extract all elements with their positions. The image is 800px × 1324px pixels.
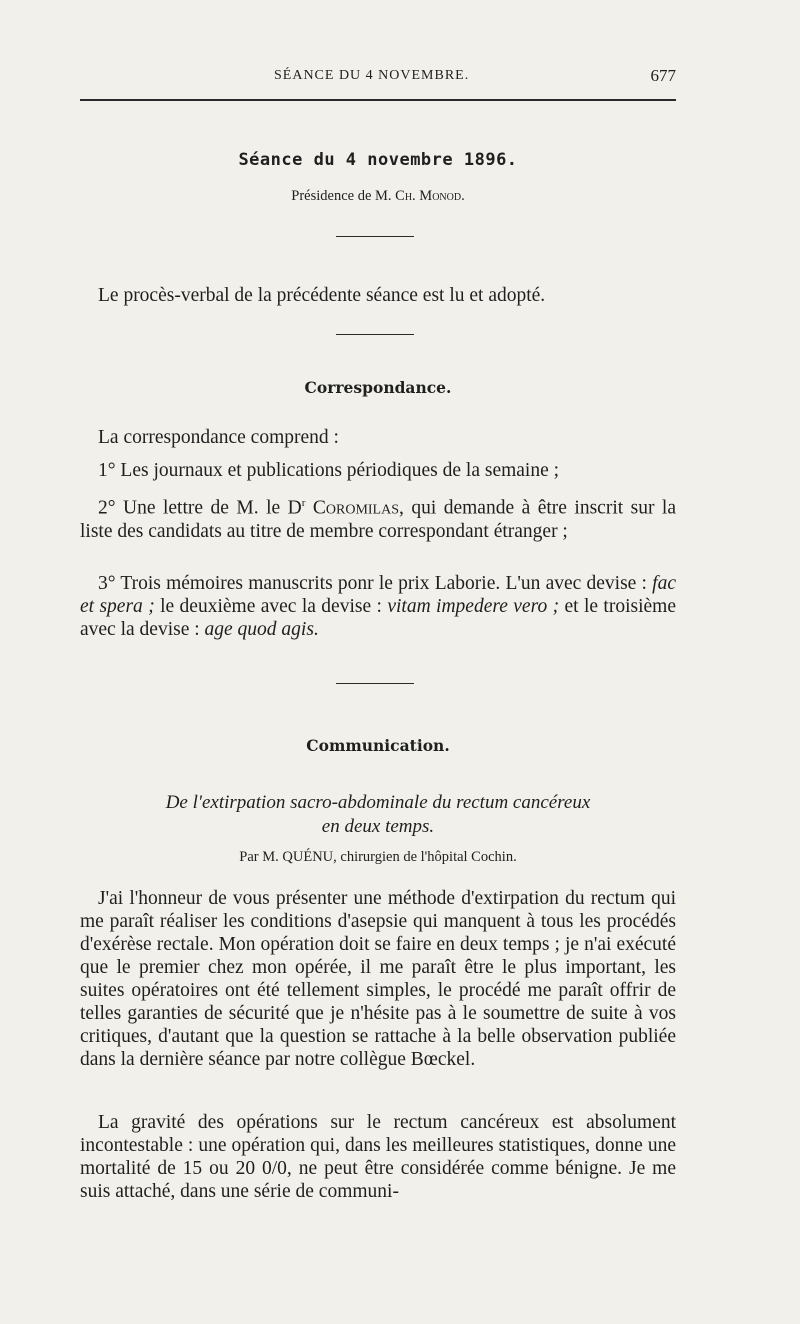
correspondance-intro: La correspondance comprend : [98, 427, 339, 448]
item2-superscript: r [301, 497, 306, 509]
communication-heading: Communication. [306, 736, 450, 755]
correspondance-heading: Correspondance. [304, 378, 452, 397]
item2-name: Coromilas [312, 497, 399, 519]
article-paragraph-2: La gravité des opérations sur le rectum cancéreux est absolument incontestable : une opération qui, dans les meilleures statistiques, donne une mortalité de 15 ou 20 0/0, ne peut être considérée comme bénigne. Je me suis attaché, dans une série de communi- [80, 1112, 676, 1202]
article-title-line-2: en deux temps. [321, 816, 435, 837]
item2-text-a: 2° Une lettre de M. le D [98, 497, 302, 519]
page-number: 677 [650, 66, 676, 85]
proces-verbal: Le procès-verbal de la précédente séance est lu et adopté. [98, 285, 546, 306]
item3-text-c: et le troisième avec la devise : [80, 596, 676, 640]
correspondance-item-1: 1° Les journaux et publications périodiques de la semaine ; [98, 460, 560, 481]
devise-2: vitam impedere vero ; [387, 596, 560, 617]
correspondance-item-2 [80, 492, 676, 543]
correspondance-item-3 [80, 572, 676, 641]
presidence-prefix: Présidence de M. [291, 188, 396, 204]
article-byline: Par M. QUÉNU, chirurgien de l'hôpital Cochin. [239, 849, 517, 865]
devise-3: age quod agis. [204, 619, 319, 640]
item2-text-b: , qui demande à être inscrit sur la liste des candidats au titre de membre correspondant étranger ; [80, 497, 677, 542]
running-title: SÉANCE DU 4 NOVEMBRE. [274, 68, 470, 83]
item3-text-b: le deuxième avec la devise : [154, 596, 388, 617]
article-paragraph-1: J'ai l'honneur de vous présenter une méthode d'extirpation du rectum qui me paraît réaliser les conditions d'asepsie qui manquent à tous les procédés d'exérèse rectale. Mon opération doit se faire en deux temps ; je n'ai exécuté que le premier chez mon opérée, il me paraît être le plus important, les suites opératoires ont été tellement simples, le procédé me paraît offrir de telles garanties de sécurité que je n'hésite pas à le soumettre de suite à vos critiques, d'autant que la question se rattache à la belle observation publiée dans la dernière séance par notre collègue Bœckel. [80, 888, 676, 1070]
header-rule [80, 99, 676, 101]
item3-text-a: 3° Trois mémoires manuscrits ponr le prix Laborie. L'un avec devise : [98, 573, 653, 594]
section-rule-3 [336, 683, 414, 684]
presidence-line [80, 188, 676, 205]
section-rule-1 [336, 236, 414, 237]
running-header [80, 66, 676, 90]
section-rule-2 [336, 334, 414, 335]
seance-title: Séance du 4 novembre 1896. [238, 150, 518, 170]
article-title-line-1: De l'extirpation sacro-abdominale du rectum cancéreux [165, 792, 591, 813]
devise-1: fac et spera ; [80, 573, 676, 617]
president-name: Ch. Monod. [395, 188, 465, 204]
